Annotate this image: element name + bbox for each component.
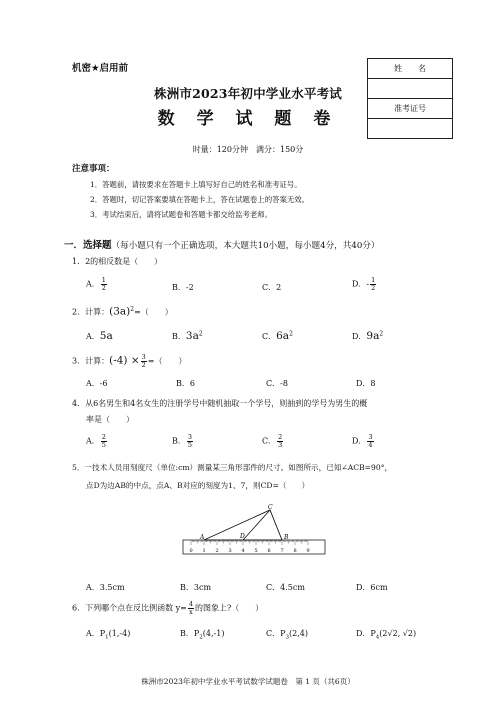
notice-heading: 注意事项： <box>72 164 115 174</box>
point-b-label: B <box>284 534 289 541</box>
q1-stem: 1．2的相反数是（ ） <box>72 257 163 266</box>
subject-title: 数 学 试 题 卷 <box>157 109 339 129</box>
segment-cd <box>243 510 270 540</box>
point-d-label: D <box>240 533 245 540</box>
time-info: 时量：120分钟 满分：150分 <box>192 145 304 154</box>
q6-option-b: B．$P_2(4,-1)$ <box>180 629 225 641</box>
ruler-tick-label: 8 <box>293 548 297 554</box>
ruler-tick-label: 7 <box>280 548 284 554</box>
section-desc: （每小题只有一个正确选项，本大题共10小题，每小题4分，共40分） <box>111 241 380 251</box>
q4-stem-line1: 4．从6名男生和4名女生的注册学号中随机抽取一个学号，则抽到的学号为男生的概 <box>72 399 368 408</box>
candidate-id-box <box>367 58 453 139</box>
q3-stem: 3．计算：(-4) × $\frac{3}{2}$ =（ ） <box>72 353 187 369</box>
q5-option-d: D．6cm <box>356 583 388 592</box>
q2-option-b: B．$3a^2$ <box>172 330 203 342</box>
q6-option-a: A．$P_1(1,-4)$ <box>86 629 131 641</box>
q4-option-d: D． $\frac{3}{4}$ <box>352 433 373 449</box>
ruler-tick-label: 5 <box>254 548 258 554</box>
q6-stem: 6．下列哪个点在反比例函数 y= $\frac{4}{x}$ 的图象上?（ ） <box>72 600 264 616</box>
ticket-label: 准考证号 <box>368 99 453 119</box>
q3-option-b: B．6 <box>176 379 195 388</box>
ruler-tick-label: 9 <box>306 548 310 554</box>
page-footer: 株洲市2023年初中学业水平考试数学试题卷 第 1 页（共6页） <box>141 677 355 686</box>
q5-option-a: A．3.5cm <box>86 583 125 592</box>
q2-option-d: D．$9a^2$ <box>352 330 384 342</box>
ticket-field[interactable] <box>368 119 453 139</box>
confidential-label: 机密★启用前 <box>72 63 129 74</box>
point-a-label: A <box>200 534 205 541</box>
q1-option-b: B．-2 <box>172 283 194 292</box>
point-c-label: C <box>268 504 273 511</box>
ruler-tick-labels <box>190 548 310 554</box>
q2-option-c: C．$6a^2$ <box>262 330 293 342</box>
ruler-tick-label: 3 <box>228 548 232 554</box>
exam-title: 株洲市2023年初中学业水平考试 <box>154 86 342 101</box>
ruler-ticks <box>191 540 308 545</box>
name-label: 姓 名 <box>368 59 453 79</box>
notice-item: 1．答题前，请按要求在答题卡上填写好自己的姓名和准考证号。 <box>90 180 302 189</box>
q6-option-d: D．$P_4(2√2$, √2) <box>356 629 417 641</box>
ruler-tick-label: 4 <box>241 548 245 554</box>
name-field[interactable] <box>368 79 453 99</box>
q5-stem-line1: 5．一技术人员用刻度尺（单位:cm）测量某三角形部件的尺寸。如图所示，已知∠ACB=90°， <box>72 463 393 472</box>
ruler-tick-label: 1 <box>202 548 206 554</box>
q2-option-a: A．5a <box>86 330 113 342</box>
notice-item: 2．答题时，切记答案要填在答题卡上，答在试题卷上的答案无效。 <box>90 195 310 204</box>
ruler-tick-label: 6 <box>267 548 271 554</box>
q1-option-a: A． $\frac{1}{2}$ <box>86 276 106 292</box>
q3-option-d: D．8 <box>356 379 376 388</box>
q1-option-d: D．- $\frac{1}{2}$ <box>352 276 376 292</box>
section-header <box>64 237 379 251</box>
notice-item: 3．考试结束后，请将试题卷和答题卡都交给监考老师。 <box>90 210 273 219</box>
q1-option-c: C．2 <box>262 283 282 292</box>
ruler-tick-label: 2 <box>215 548 219 554</box>
section-title: 一．选择题 <box>64 240 112 251</box>
q4-option-c: C． $\frac{2}{3}$ <box>262 433 283 449</box>
q4-stem-line2: 率是（ ） <box>86 415 134 424</box>
q2-stem: 2．计算：$(3a)^2=$（ ） <box>72 305 173 318</box>
q4-option-a: A． $\frac{2}{5}$ <box>86 433 106 449</box>
q5-stem-line2: 点D为边AB的中点，点A、B对应的刻度为1、7，则CD=（ ） <box>86 481 310 490</box>
q3-option-c: C．-8 <box>266 379 288 388</box>
ruler-triangle-figure <box>180 500 330 564</box>
q4-option-b: B． $\frac{3}{5}$ <box>172 433 193 449</box>
q5-option-b: B．3cm <box>180 583 212 592</box>
q3-option-a: A．-6 <box>86 379 108 388</box>
q6-option-c: C．$P_3(2,4)$ <box>266 629 308 641</box>
ruler-tick-label: 0 <box>189 548 193 554</box>
q5-option-c: C．4.5cm <box>266 583 305 592</box>
